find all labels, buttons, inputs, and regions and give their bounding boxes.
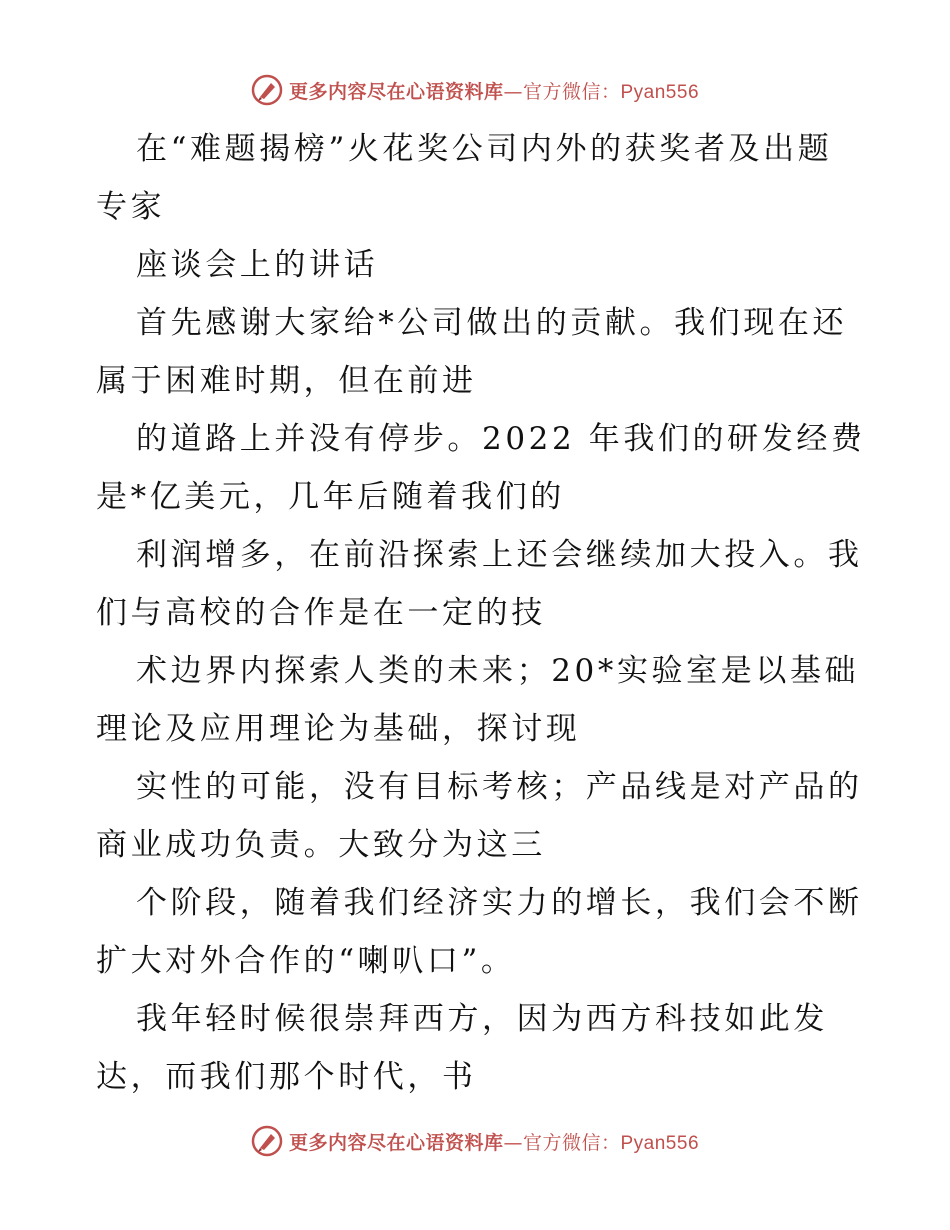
text-line: 专家 (96, 189, 166, 225)
watermark-brand: 更多内容尽在心语资料库 (288, 1131, 504, 1154)
text-line: 理论及应用理论为基础，探讨现 (96, 711, 581, 747)
text-line: 座谈会上的讲话 (136, 247, 379, 283)
text-line: 属于困难时期，但在前进 (96, 363, 477, 399)
watermark-official: 官方微信： (522, 80, 621, 103)
watermark-brand: 更多内容尽在心语资料库 (288, 80, 504, 103)
watermark-wechat-id: Pyan556 (620, 81, 700, 103)
text-line: 利润增多，在前沿探索上还会继续加大投入。我 (136, 537, 863, 573)
text-line: 在“难题揭榜”火花奖公司内外的获奖者及出题 (136, 131, 833, 167)
watermark-official: 官方微信： (522, 1131, 621, 1154)
text-line: 扩大对外合作的“喇叭口”。 (96, 943, 516, 979)
watermark-separator: — (503, 1131, 523, 1154)
footer-watermark (0, 1121, 950, 1161)
text-line: 达，而我们那个时代，书 (96, 1059, 477, 1095)
text-line: 首先感谢大家给*公司做出的贡献。我们现在还 (136, 305, 848, 341)
text-line: 我年轻时候很崇拜西方，因为西方科技如此发 (136, 1001, 828, 1037)
text-line: 是*亿美元，几年后随着我们的 (96, 479, 565, 515)
text-line: 实性的可能，没有目标考核；产品线是对产品的 (136, 769, 863, 805)
text-line: 个阶段，随着我们经济实力的增长，我们会不断 (136, 885, 863, 921)
pen-nib-logo-icon (251, 74, 283, 106)
header-watermark (0, 70, 950, 110)
watermark-separator: — (503, 80, 523, 103)
document-body (96, 120, 866, 1106)
text-line: 商业成功负责。大致分为这三 (96, 827, 546, 863)
text-line: 们与高校的合作是在一定的技 (96, 595, 546, 631)
pen-nib-logo-icon (251, 1125, 283, 1157)
text-line: 的道路上并没有停步。2022 年我们的研发经费 (136, 421, 866, 457)
text-line: 术边界内探索人类的未来；20*实验室是以基础 (136, 653, 860, 689)
watermark-wechat-id: Pyan556 (620, 1132, 700, 1154)
